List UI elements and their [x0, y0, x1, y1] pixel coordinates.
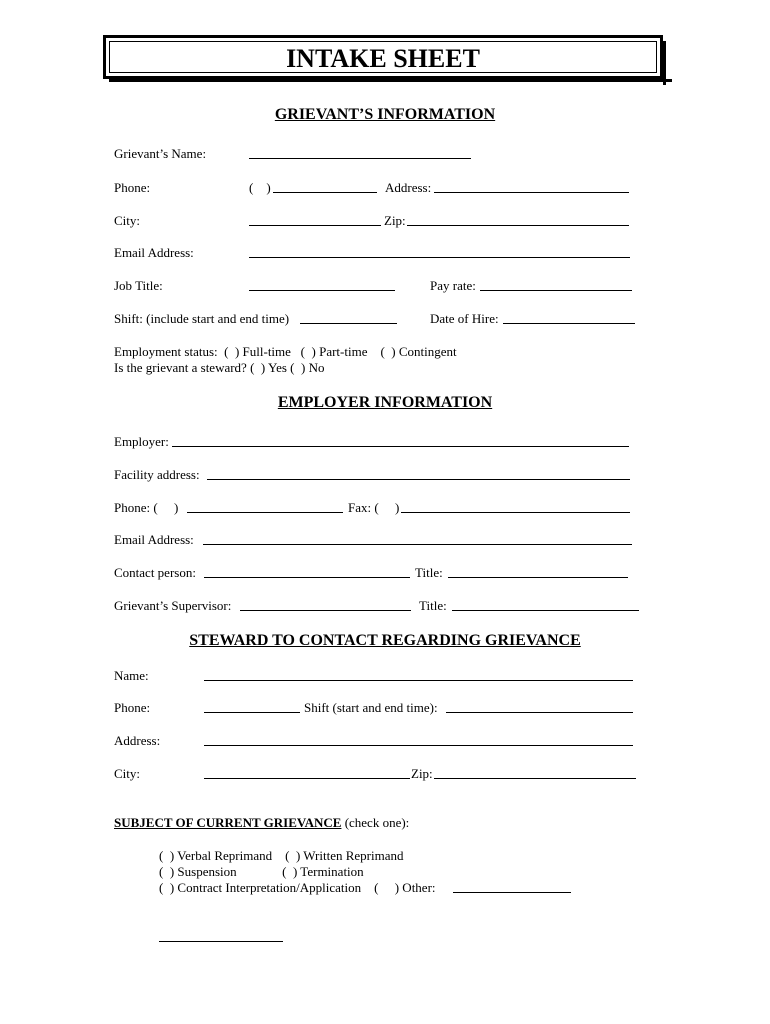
steward-name-field[interactable]: [204, 680, 633, 681]
subject-heading: SUBJECT OF CURRENT GRIEVANCE: [114, 815, 342, 830]
grievant-phone-label: Phone:: [114, 180, 151, 195]
is-steward-line[interactable]: Is the grievant a steward? ( ) Yes ( ) No: [114, 360, 325, 375]
steward-shift-field[interactable]: [446, 712, 633, 713]
subject-heading-row: [114, 815, 409, 831]
section-grievant-heading: GRIEVANT’S INFORMATION: [274, 106, 496, 123]
steward-city-field[interactable]: [204, 778, 410, 779]
contact-person-field[interactable]: [204, 577, 410, 578]
subject-option-line-1[interactable]: ( ) Verbal Reprimand ( ) Written Reprimand: [159, 848, 404, 863]
title-box: [103, 35, 663, 79]
steward-zip-field[interactable]: [434, 778, 636, 779]
grievant-address-label: Address:: [385, 180, 432, 195]
facility-address-label: Facility address:: [114, 467, 200, 482]
supervisor-title-field[interactable]: [452, 610, 639, 611]
grievant-job-title-label: Job Title:: [114, 278, 163, 293]
subject-suffix: (check one):: [344, 815, 410, 830]
supervisor-label: Grievant’s Supervisor:: [114, 598, 232, 613]
steward-name-label: Name:: [114, 668, 149, 683]
steward-phone-label: Phone:: [114, 700, 151, 715]
employer-phone-label: Phone: ( ): [114, 500, 179, 515]
steward-shift-label: Shift (start and end time):: [304, 700, 438, 715]
grievant-phone-parens: ( ): [249, 180, 271, 195]
subject-other-field[interactable]: [453, 892, 571, 893]
grievant-date-of-hire-label: Date of Hire:: [430, 311, 499, 326]
section-employer-heading: EMPLOYER INFORMATION: [277, 394, 493, 411]
grievant-date-of-hire-field[interactable]: [503, 323, 635, 324]
page-title: INTAKE SHEET: [286, 44, 480, 73]
employer-fax-label: Fax: ( ): [348, 500, 400, 515]
grievant-shift-label: Shift: (include start and end time): [114, 311, 290, 326]
section-steward-heading: STEWARD TO CONTACT REGARDING GRIEVANCE: [189, 632, 581, 649]
grievant-zip-field[interactable]: [407, 225, 629, 226]
contact-person-label: Contact person:: [114, 565, 196, 580]
employer-phone-field[interactable]: [187, 512, 343, 513]
steward-address-label: Address:: [114, 733, 161, 748]
grievant-city-field[interactable]: [249, 225, 381, 226]
grievant-name-label: Grievant’s Name:: [114, 146, 207, 161]
grievant-address-field[interactable]: [434, 192, 629, 193]
subject-option-line-3[interactable]: ( ) Contract Interpretation/Application ( ) Other:: [159, 880, 439, 895]
contact-title-label: Title:: [415, 565, 443, 580]
bottom-blank-line[interactable]: [159, 941, 283, 942]
grievant-name-field[interactable]: [249, 158, 471, 159]
grievant-shift-field[interactable]: [300, 323, 397, 324]
steward-city-label: City:: [114, 766, 141, 781]
supervisor-title-label: Title:: [419, 598, 447, 613]
subject-option-line-2[interactable]: ( ) Suspension ( ) Termination: [159, 864, 364, 879]
employer-email-field[interactable]: [203, 544, 632, 545]
employer-field[interactable]: [172, 446, 629, 447]
employer-email-label: Email Address:: [114, 532, 194, 547]
grievant-city-label: City:: [114, 213, 141, 228]
supervisor-field[interactable]: [240, 610, 411, 611]
grievant-pay-rate-label: Pay rate:: [430, 278, 476, 293]
grievant-pay-rate-field[interactable]: [480, 290, 632, 291]
employer-label: Employer:: [114, 434, 169, 449]
grievant-email-label: Email Address:: [114, 245, 194, 260]
contact-title-field[interactable]: [448, 577, 628, 578]
steward-zip-label: Zip:: [411, 766, 433, 781]
grievant-job-title-field[interactable]: [249, 290, 395, 291]
grievant-phone-field[interactable]: [273, 192, 377, 193]
steward-address-field[interactable]: [204, 745, 633, 746]
grievant-email-field[interactable]: [249, 257, 630, 258]
steward-phone-field[interactable]: [204, 712, 300, 713]
facility-address-field[interactable]: [207, 479, 630, 480]
employer-fax-field[interactable]: [401, 512, 630, 513]
employment-status-line[interactable]: Employment status: ( ) Full-time ( ) Part-time ( ) Contingent: [114, 344, 457, 359]
grievant-zip-label: Zip:: [384, 213, 406, 228]
